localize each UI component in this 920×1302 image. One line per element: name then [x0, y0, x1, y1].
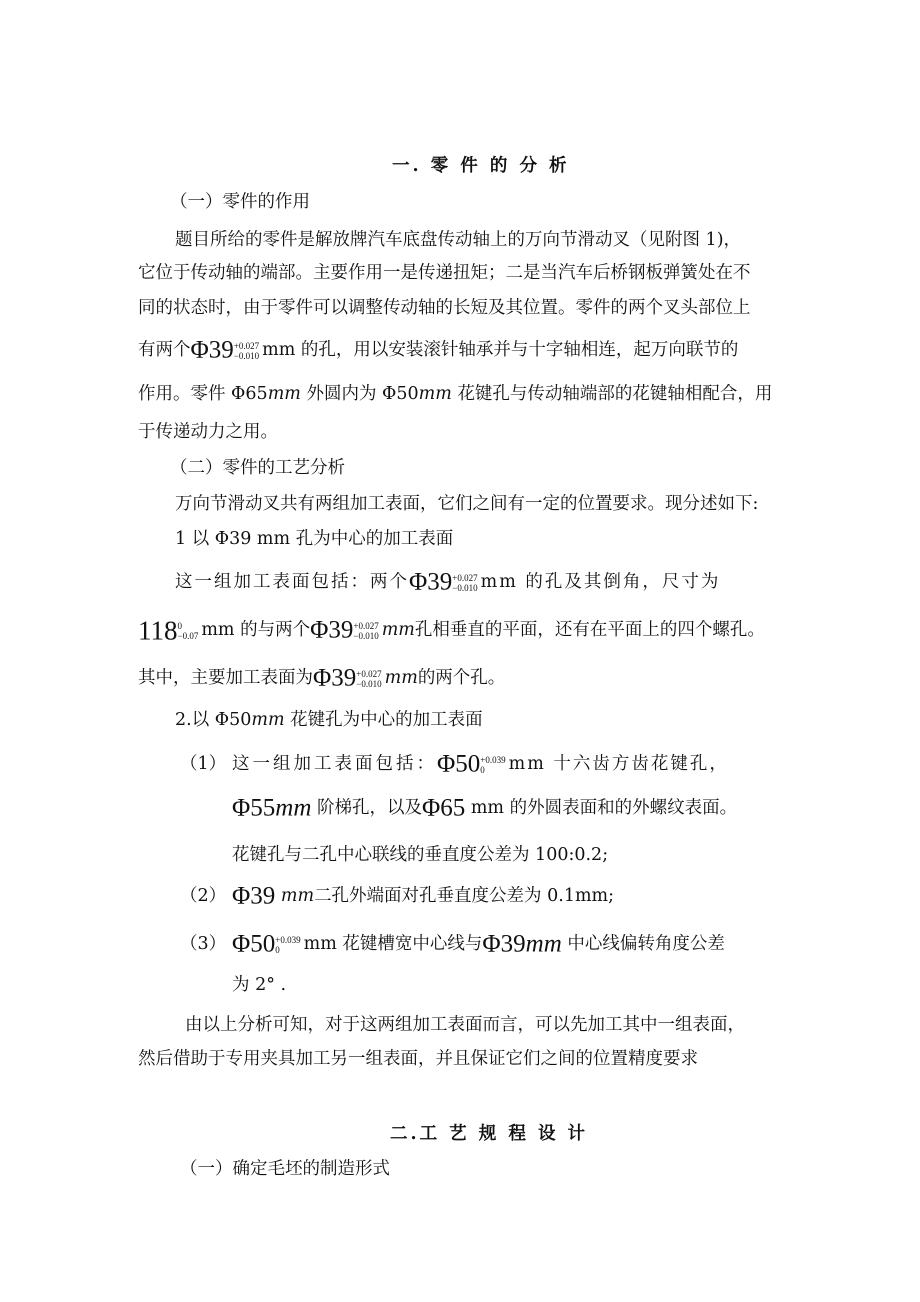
tolerance-lower: −0.010	[233, 350, 260, 361]
text: 2.以 Φ50	[175, 710, 252, 730]
phi39-symbol: Φ39	[310, 616, 354, 644]
tolerance	[353, 621, 378, 641]
phi39-symbol: Φ39	[482, 930, 526, 958]
paragraph-line: 它位于传动轴的端部。主要作用一是传递扭矩；二是当汽车后桥钢板弹簧处在不	[138, 263, 751, 283]
tolerance-upper: +0.027	[356, 668, 382, 679]
text: mm 的外圆表面和的外螺纹表面。	[470, 798, 738, 818]
text: mm 的与两个	[201, 620, 311, 640]
list-item-2-label: （2）	[180, 886, 227, 906]
unit: mm	[280, 886, 315, 906]
paragraph-line: 万向节滑动叉共有两组加工表面，它们之间有一定的位置要求。现分述如下:	[175, 494, 759, 514]
phi50-symbol: Φ50	[232, 930, 276, 958]
text: 的两个孔。	[417, 668, 506, 688]
subheading-blank-form: （一）确定毛坯的制造形式	[180, 1159, 390, 1179]
text: mm 十六齿方齿花键孔，	[508, 754, 729, 774]
unit: mm	[418, 384, 452, 404]
tolerance-upper: +0.027	[452, 572, 478, 583]
list-item-1	[232, 752, 729, 777]
subheading-part-function: （一）零件的作用	[170, 192, 310, 212]
text: mm 的孔及其倒角，尺寸为	[480, 572, 721, 592]
tolerance	[452, 573, 477, 593]
text: 其中，主要加工表面为	[138, 668, 313, 688]
tolerance	[480, 755, 505, 775]
tolerance	[275, 935, 300, 955]
list-item-1-cont	[232, 796, 737, 821]
paragraph-line: 题目所给的零件是解放牌汽车底盘传动轴上的万向节滑动叉（见附图 1)，	[175, 230, 742, 250]
text: 花键孔与传动轴端部的花键轴相配合，用	[457, 384, 773, 404]
paragraph-line: 于传递动力之用。	[138, 422, 278, 442]
paragraph-line-phi39	[138, 666, 505, 691]
text: mm 花键槽宽中心线与	[303, 934, 483, 954]
tolerance-upper: +0.027	[353, 620, 379, 631]
paragraph-line-118	[138, 615, 765, 646]
phi65-symbol: Φ65	[421, 794, 466, 822]
paragraph-line: 1 以 Φ39 mm 孔为中心的加工表面	[175, 529, 454, 549]
list-item-3	[232, 932, 725, 957]
text: 阶梯孔，以及	[316, 798, 422, 818]
tolerance-lower: −0.07	[177, 630, 199, 641]
tolerance-upper: +0.027	[233, 340, 260, 351]
list-item-1-label: （1）	[180, 754, 227, 774]
section1-title: 一. 零 件 的 分 析	[392, 156, 570, 176]
tolerance-lower: 0	[275, 944, 280, 955]
tolerance	[356, 669, 381, 689]
text: 有两个	[138, 340, 191, 360]
phi39-symbol: Φ39	[232, 882, 276, 910]
phi50-symbol: Φ50	[437, 750, 481, 778]
paragraph-line-phi39	[138, 338, 738, 363]
text: 作用。零件 Φ65	[138, 384, 268, 404]
text: 中心线偏转角度公差	[567, 934, 725, 954]
tolerance-upper: 0	[177, 620, 182, 631]
paragraph-line: 同的状态时，由于零件可以调整传动轴的长短及其位置。零件的两个叉头部位上	[138, 298, 751, 318]
paragraph-line: 为 2° .	[232, 975, 287, 995]
paragraph-line-phi39	[175, 570, 720, 595]
text: 孔相垂直的平面，还有在平面上的四个螺孔。	[414, 620, 765, 640]
phi39-symbol: Φ39	[409, 568, 453, 596]
text: 花键孔为中心的加工表面	[290, 710, 483, 730]
paragraph-line: 由以上分析可知，对于这两组加工表面而言，可以先加工其中一组表面，	[185, 1015, 745, 1035]
unit: mm	[384, 668, 418, 688]
tolerance-upper: +0.039	[480, 754, 506, 765]
subheading-process-analysis: （二）零件的工艺分析	[170, 458, 345, 478]
paragraph-line: 然后借助于专用夹具加工另一组表面，并且保证它们之间的位置精度要求	[138, 1049, 698, 1069]
tolerance-lower: −0.010	[356, 678, 382, 689]
text: mm 的孔，用以安装滚针轴承并与十字轴相连，起万向联节的	[262, 340, 739, 360]
tolerance-lower: −0.010	[452, 582, 478, 593]
phi55-symbol: Φ55	[232, 794, 276, 822]
tolerance-upper: +0.039	[275, 934, 301, 945]
tolerance	[178, 621, 199, 641]
tolerance-lower: 0	[480, 764, 485, 775]
text: 二孔外端面对孔垂直度公差为 0.1mm;	[314, 886, 615, 906]
list-item-2	[232, 884, 614, 909]
unit: mm	[525, 930, 562, 958]
unit: mm	[275, 794, 312, 822]
tolerance	[234, 341, 259, 361]
phi39-symbol: Φ39	[313, 664, 357, 692]
paragraph-line	[175, 708, 483, 732]
paragraph-line: 花键孔与二孔中心联线的垂直度公差为 100:0.2;	[232, 845, 609, 865]
dimension-118: 118	[138, 615, 178, 646]
text: 外圆内为 Φ50	[306, 384, 419, 404]
paragraph-line	[138, 382, 772, 406]
unit: mm	[267, 384, 301, 404]
text: 这一组加工表面包括：	[232, 754, 437, 774]
section2-title: 二.工 艺 规 程 设 计	[390, 1124, 589, 1144]
unit: mm	[381, 620, 415, 640]
list-item-3-label: （3）	[180, 934, 227, 954]
phi39-symbol: Φ39	[190, 336, 234, 364]
text: 这一组加工表面包括：两个	[175, 572, 409, 592]
unit: mm	[251, 710, 285, 730]
tolerance-lower: −0.010	[353, 630, 379, 641]
